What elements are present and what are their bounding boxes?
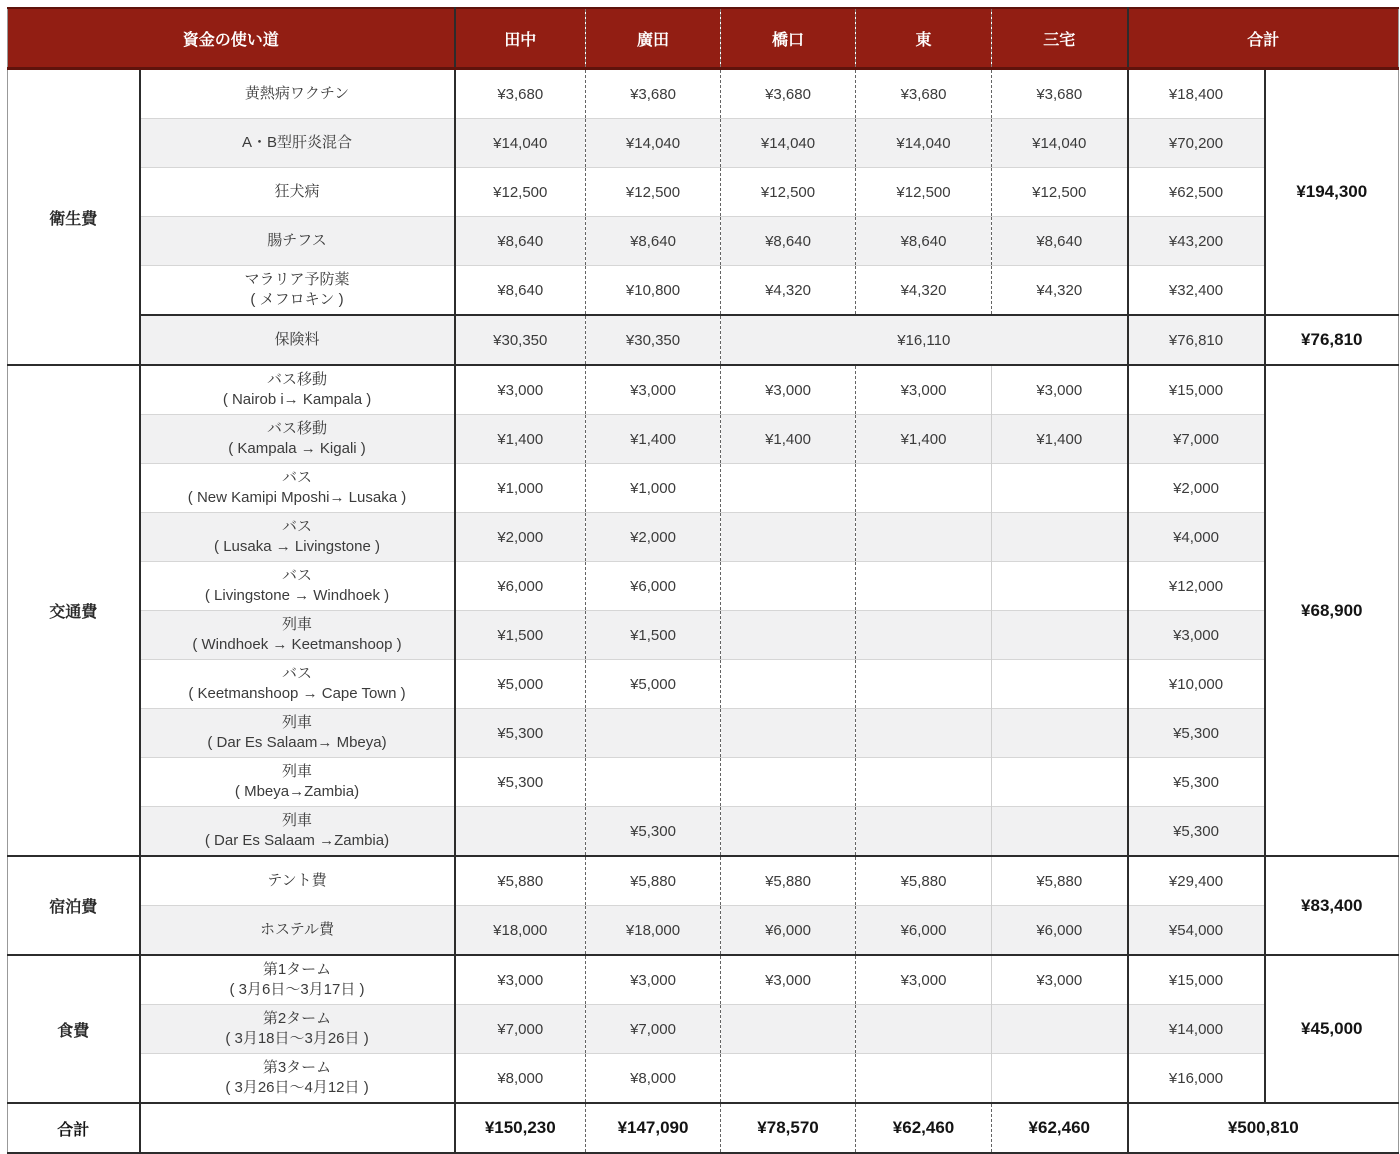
amount-cell xyxy=(721,709,856,758)
row-sum-cell: ¥3,000 xyxy=(1128,611,1265,660)
item-label: バス xyxy=(282,567,313,584)
amount-cell: ¥6,000 xyxy=(992,906,1128,956)
amount-cell: ¥3,680 xyxy=(455,69,586,119)
amount-cell xyxy=(992,709,1128,758)
amount-cell xyxy=(721,464,856,513)
amount-cell xyxy=(992,1005,1128,1054)
amount-cell: ¥3,000 xyxy=(992,955,1128,1005)
expense-row xyxy=(8,955,1399,1005)
item-cell xyxy=(140,168,455,217)
item-label: 列車 xyxy=(282,763,313,780)
item-label: バス xyxy=(282,469,313,486)
row-sum-cell: ¥18,400 xyxy=(1128,69,1265,119)
row-sum-cell: ¥62,500 xyxy=(1128,168,1265,217)
item-sublabel: ( New Kamipi Mposhi→ Lusaka ) xyxy=(187,489,407,506)
amount-cell: ¥3,000 xyxy=(856,365,992,415)
amount-cell: ¥18,000 xyxy=(455,906,586,956)
item-sublabel: ( メフロキン ) xyxy=(250,291,344,308)
amount-cell: ¥3,000 xyxy=(586,365,721,415)
expense-row xyxy=(8,906,1399,956)
amount-cell: ¥2,000 xyxy=(455,513,586,562)
row-sum-cell: ¥2,000 xyxy=(1128,464,1265,513)
group-total-cell-insurance: ¥76,810 xyxy=(1265,315,1399,365)
amount-cell xyxy=(992,1054,1128,1104)
empty-cell xyxy=(140,1103,455,1153)
amount-cell: ¥12,500 xyxy=(586,168,721,217)
expense-row xyxy=(8,611,1399,660)
amount-cell: ¥1,400 xyxy=(856,415,992,464)
amount-cell: ¥3,680 xyxy=(721,69,856,119)
item-cell xyxy=(140,365,455,415)
category-cell-transport: 交通費 xyxy=(8,365,140,856)
amount-cell xyxy=(856,807,992,857)
amount-cell: ¥5,880 xyxy=(586,856,721,906)
grand-total-label: 合計 xyxy=(8,1103,140,1153)
item-sublabel: ( Kampala → Kigali ) xyxy=(228,440,366,457)
item-label: 第2ターム xyxy=(262,1010,332,1027)
amount-cell: ¥5,000 xyxy=(455,660,586,709)
expense-row xyxy=(8,365,1399,415)
expense-row xyxy=(8,856,1399,906)
item-sublabel: ( Nairob i→ Kampala ) xyxy=(222,391,372,408)
amount-cell xyxy=(992,807,1128,857)
amount-cell: ¥6,000 xyxy=(455,562,586,611)
row-sum-cell: ¥32,400 xyxy=(1128,266,1265,316)
grand-total-row xyxy=(8,1103,1399,1153)
item-sublabel: ( 3月26日〜4月12日 ) xyxy=(225,1079,369,1096)
amount-cell: ¥14,040 xyxy=(586,119,721,168)
item-cell xyxy=(140,955,455,1005)
amount-cell xyxy=(721,807,856,857)
group-total-cell-lodging: ¥83,400 xyxy=(1265,856,1399,955)
expense-table xyxy=(7,7,1399,1154)
item-label: マラリア予防薬 xyxy=(244,271,350,288)
amount-cell: ¥1,500 xyxy=(455,611,586,660)
amount-cell: ¥12,500 xyxy=(856,168,992,217)
expense-row xyxy=(8,660,1399,709)
item-cell xyxy=(140,464,455,513)
item-cell xyxy=(140,856,455,906)
member-total-cell: ¥62,460 xyxy=(856,1103,992,1153)
item-label: 列車 xyxy=(282,812,313,829)
item-sublabel: ( Keetmanshoop → Cape Town ) xyxy=(188,685,406,702)
row-sum-cell: ¥5,300 xyxy=(1128,709,1265,758)
amount-cell: ¥14,040 xyxy=(455,119,586,168)
amount-cell xyxy=(992,758,1128,807)
item-cell xyxy=(140,415,455,464)
expense-row xyxy=(8,464,1399,513)
row-sum-cell: ¥70,200 xyxy=(1128,119,1265,168)
amount-cell: ¥3,000 xyxy=(586,955,721,1005)
member-total-cell: ¥150,230 xyxy=(455,1103,586,1153)
amount-cell: ¥2,000 xyxy=(586,513,721,562)
item-label: 腸チフス xyxy=(267,232,327,249)
item-label: 第3ターム xyxy=(262,1059,332,1076)
amount-cell: ¥3,000 xyxy=(856,955,992,1005)
item-sublabel: ( Lusaka → Livingstone ) xyxy=(214,538,380,555)
expense-row xyxy=(8,217,1399,266)
row-sum-cell: ¥10,000 xyxy=(1128,660,1265,709)
expense-row xyxy=(8,758,1399,807)
amount-cell: ¥14,040 xyxy=(992,119,1128,168)
amount-cell: ¥6,000 xyxy=(721,906,856,956)
amount-cell: ¥5,880 xyxy=(455,856,586,906)
amount-cell: ¥8,000 xyxy=(455,1054,586,1104)
item-cell xyxy=(140,119,455,168)
grand-total-cell: ¥500,810 xyxy=(1128,1103,1399,1153)
category-cell-lodging: 宿泊費 xyxy=(8,856,140,955)
amount-cell: ¥7,000 xyxy=(455,1005,586,1054)
item-cell xyxy=(140,709,455,758)
item-sublabel: ( Dar Es Salaam →Zambia) xyxy=(204,832,390,849)
amount-cell-merged: ¥16,110 xyxy=(721,315,1128,365)
amount-cell: ¥4,320 xyxy=(992,266,1128,316)
amount-cell: ¥8,640 xyxy=(455,217,586,266)
item-cell xyxy=(140,1005,455,1054)
item-sublabel: ( Mbeya→Zambia) xyxy=(234,783,360,800)
amount-cell xyxy=(992,513,1128,562)
amount-cell xyxy=(992,660,1128,709)
amount-cell: ¥1,400 xyxy=(721,415,856,464)
row-sum-cell: ¥43,200 xyxy=(1128,217,1265,266)
row-sum-cell: ¥29,400 xyxy=(1128,856,1265,906)
item-sublabel: ( Livingstone → Windhoek ) xyxy=(204,587,390,604)
amount-cell xyxy=(721,1005,856,1054)
item-label: テント費 xyxy=(267,872,327,889)
item-cell xyxy=(140,660,455,709)
amount-cell: ¥6,000 xyxy=(586,562,721,611)
amount-cell xyxy=(856,1005,992,1054)
amount-cell: ¥4,320 xyxy=(721,266,856,316)
amount-cell: ¥3,000 xyxy=(721,365,856,415)
item-label: 列車 xyxy=(282,714,313,731)
expense-row xyxy=(8,562,1399,611)
item-label: バス移動 xyxy=(267,371,328,388)
amount-cell xyxy=(721,611,856,660)
item-cell xyxy=(140,266,455,316)
item-sublabel: ( 3月18日〜3月26日 ) xyxy=(225,1030,369,1047)
header-row xyxy=(8,8,1399,69)
member-total-cell: ¥62,460 xyxy=(992,1103,1128,1153)
amount-cell: ¥5,880 xyxy=(856,856,992,906)
amount-cell: ¥3,680 xyxy=(992,69,1128,119)
group-total-cell-hygiene: ¥194,300 xyxy=(1265,69,1399,316)
expense-row xyxy=(8,119,1399,168)
row-sum-cell: ¥5,300 xyxy=(1128,758,1265,807)
row-sum-cell: ¥7,000 xyxy=(1128,415,1265,464)
expense-row xyxy=(8,69,1399,119)
expense-row xyxy=(8,415,1399,464)
item-label: 保険料 xyxy=(274,331,320,348)
amount-cell: ¥5,000 xyxy=(586,660,721,709)
amount-cell: ¥1,400 xyxy=(455,415,586,464)
amount-cell xyxy=(992,464,1128,513)
row-sum-cell: ¥4,000 xyxy=(1128,513,1265,562)
amount-cell xyxy=(721,562,856,611)
item-sublabel: ( Dar Es Salaam→ Mbeya) xyxy=(207,734,387,751)
item-cell xyxy=(140,611,455,660)
amount-cell: ¥5,880 xyxy=(721,856,856,906)
group-total-cell-transport: ¥68,900 xyxy=(1265,365,1399,856)
amount-cell: ¥1,500 xyxy=(586,611,721,660)
expense-row xyxy=(8,513,1399,562)
amount-cell: ¥8,000 xyxy=(586,1054,721,1104)
expense-row xyxy=(8,168,1399,217)
amount-cell: ¥3,680 xyxy=(856,69,992,119)
expense-row-insurance xyxy=(8,315,1399,365)
member-total-cell: ¥78,570 xyxy=(721,1103,856,1153)
amount-cell xyxy=(992,611,1128,660)
row-sum-cell: ¥12,000 xyxy=(1128,562,1265,611)
header-total-label: 合計 xyxy=(1128,8,1399,69)
amount-cell xyxy=(856,660,992,709)
item-label: A・B型肝炎混合 xyxy=(242,134,353,151)
item-cell xyxy=(140,562,455,611)
group-total-cell-food: ¥45,000 xyxy=(1265,955,1399,1103)
item-label: 狂犬病 xyxy=(274,183,320,200)
amount-cell: ¥12,500 xyxy=(992,168,1128,217)
amount-cell: ¥8,640 xyxy=(992,217,1128,266)
item-cell xyxy=(140,217,455,266)
amount-cell: ¥6,000 xyxy=(856,906,992,956)
item-cell xyxy=(140,906,455,956)
amount-cell xyxy=(992,562,1128,611)
item-label: バス xyxy=(282,518,313,535)
expense-row xyxy=(8,709,1399,758)
member-total-cell: ¥147,090 xyxy=(586,1103,721,1153)
header-member-tanaka: 田中 xyxy=(455,8,586,69)
row-sum-cell: ¥76,810 xyxy=(1128,315,1265,365)
amount-cell: ¥5,300 xyxy=(455,758,586,807)
amount-cell: ¥8,640 xyxy=(455,266,586,316)
amount-cell: ¥5,300 xyxy=(455,709,586,758)
amount-cell: ¥30,350 xyxy=(586,315,721,365)
amount-cell xyxy=(455,807,586,857)
amount-cell: ¥30,350 xyxy=(455,315,586,365)
amount-cell xyxy=(856,513,992,562)
header-member-hashiguchi: 橋口 xyxy=(721,8,856,69)
amount-cell: ¥5,300 xyxy=(586,807,721,857)
category-cell-food: 食費 xyxy=(8,955,140,1103)
row-sum-cell: ¥5,300 xyxy=(1128,807,1265,857)
amount-cell: ¥12,500 xyxy=(455,168,586,217)
amount-cell: ¥8,640 xyxy=(721,217,856,266)
amount-cell xyxy=(586,758,721,807)
amount-cell: ¥14,040 xyxy=(721,119,856,168)
header-member-miyake: 三宅 xyxy=(992,8,1128,69)
amount-cell: ¥8,640 xyxy=(856,217,992,266)
amount-cell: ¥1,400 xyxy=(586,415,721,464)
amount-cell: ¥1,000 xyxy=(586,464,721,513)
item-sublabel: ( Windhoek → Keetmanshoop ) xyxy=(192,636,402,653)
row-sum-cell: ¥15,000 xyxy=(1128,365,1265,415)
amount-cell: ¥3,680 xyxy=(586,69,721,119)
amount-cell: ¥1,000 xyxy=(455,464,586,513)
item-label: バス xyxy=(282,665,313,682)
row-sum-cell: ¥54,000 xyxy=(1128,906,1265,956)
amount-cell xyxy=(856,1054,992,1104)
amount-cell xyxy=(721,758,856,807)
category-cell-hygiene: 衛生費 xyxy=(8,69,140,366)
amount-cell xyxy=(586,709,721,758)
header-member-hirota: 廣田 xyxy=(586,8,721,69)
amount-cell: ¥10,800 xyxy=(586,266,721,316)
item-label: 列車 xyxy=(282,616,313,633)
header-member-higashi: 東 xyxy=(856,8,992,69)
amount-cell: ¥3,000 xyxy=(992,365,1128,415)
amount-cell: ¥4,320 xyxy=(856,266,992,316)
amount-cell: ¥18,000 xyxy=(586,906,721,956)
amount-cell xyxy=(856,758,992,807)
amount-cell xyxy=(721,1054,856,1104)
amount-cell: ¥3,000 xyxy=(455,955,586,1005)
item-cell xyxy=(140,1054,455,1104)
row-sum-cell: ¥14,000 xyxy=(1128,1005,1265,1054)
amount-cell: ¥5,880 xyxy=(992,856,1128,906)
expense-row xyxy=(8,807,1399,857)
amount-cell: ¥1,400 xyxy=(992,415,1128,464)
item-cell xyxy=(140,807,455,857)
amount-cell xyxy=(721,660,856,709)
amount-cell: ¥7,000 xyxy=(586,1005,721,1054)
amount-cell: ¥8,640 xyxy=(586,217,721,266)
amount-cell xyxy=(856,611,992,660)
item-cell xyxy=(140,513,455,562)
item-cell xyxy=(140,69,455,119)
amount-cell: ¥14,040 xyxy=(856,119,992,168)
amount-cell: ¥12,500 xyxy=(721,168,856,217)
amount-cell: ¥3,000 xyxy=(455,365,586,415)
row-sum-cell: ¥15,000 xyxy=(1128,955,1265,1005)
item-cell xyxy=(140,315,455,365)
header-funds-label: 資金の使い道 xyxy=(8,8,455,69)
item-sublabel: ( 3月6日〜3月17日 ) xyxy=(229,981,365,998)
amount-cell xyxy=(856,709,992,758)
row-sum-cell: ¥16,000 xyxy=(1128,1054,1265,1104)
item-cell xyxy=(140,758,455,807)
amount-cell: ¥3,000 xyxy=(721,955,856,1005)
expense-row xyxy=(8,1054,1399,1104)
item-label: バス移動 xyxy=(267,420,328,437)
amount-cell xyxy=(856,464,992,513)
expense-row xyxy=(8,1005,1399,1054)
item-label: 第1ターム xyxy=(262,961,332,978)
item-label: ホステル費 xyxy=(260,921,334,938)
amount-cell xyxy=(721,513,856,562)
expense-row xyxy=(8,266,1399,316)
amount-cell xyxy=(856,562,992,611)
item-label: 黄熱病ワクチン xyxy=(244,85,350,102)
